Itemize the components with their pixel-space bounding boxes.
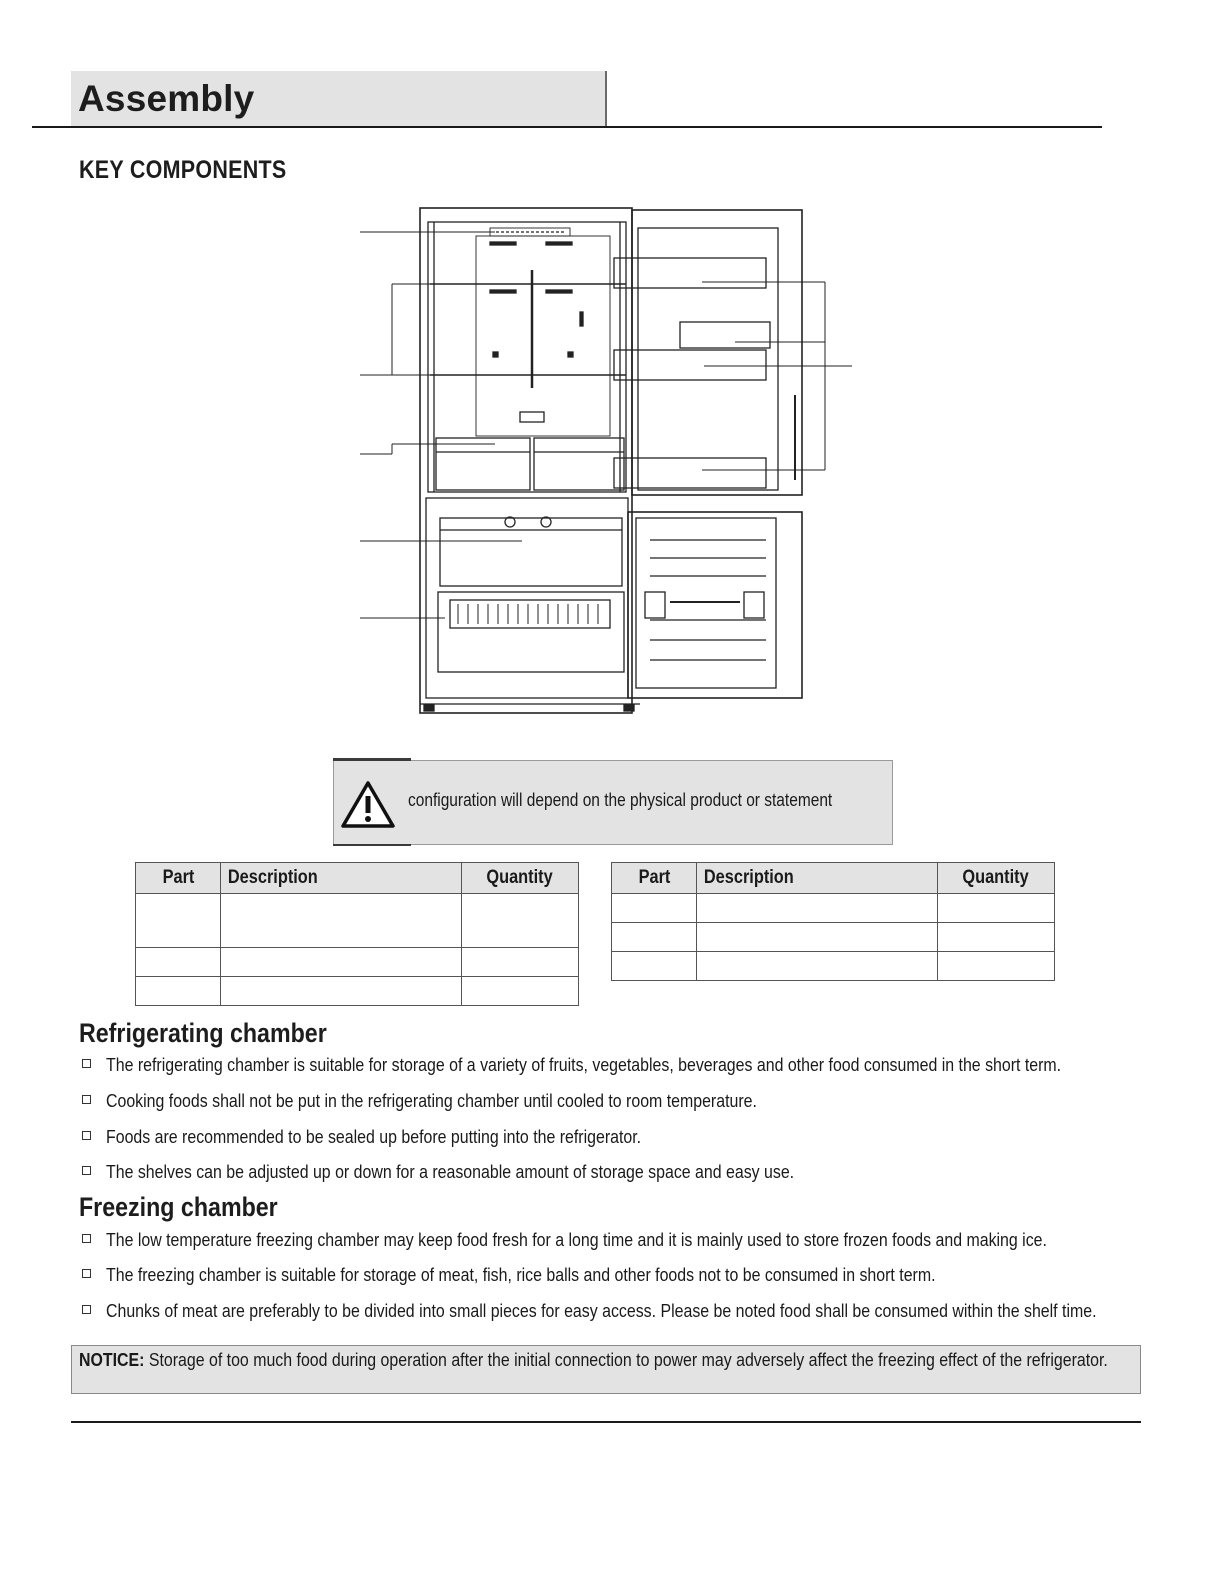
- list-item-text: The freezing chamber is suitable for storage of meat, fish, rice balls and other foods not to be consumed in short term.: [106, 1264, 936, 1285]
- cell-description: [221, 977, 462, 1006]
- refrigerator-diagram: [340, 200, 860, 720]
- table-row: [612, 952, 1055, 981]
- checkbox-icon: [82, 1095, 91, 1104]
- freezer-drawers: [438, 517, 624, 672]
- freezing-chamber-heading: Freezing chamber: [79, 1192, 278, 1222]
- table-row: [136, 977, 579, 1006]
- column-header-description: Description: [221, 863, 462, 894]
- cell-description: [697, 894, 938, 923]
- cell-description: [221, 948, 462, 977]
- table-row: [136, 948, 579, 977]
- cell-quantity: [938, 894, 1055, 923]
- column-header-part: Part: [136, 863, 221, 894]
- cell-part: [136, 948, 221, 977]
- column-header-quantity: Quantity: [938, 863, 1055, 894]
- checkbox-icon: [82, 1166, 91, 1175]
- warning-triangle-icon: [340, 780, 396, 830]
- notice-label: NOTICE:: [79, 1349, 145, 1370]
- table-row: [612, 894, 1055, 923]
- parts-table-right: [611, 862, 1055, 981]
- parts-table-left: [135, 862, 579, 1006]
- cell-quantity: [938, 952, 1055, 981]
- cell-part: [612, 952, 697, 981]
- checkbox-icon: [82, 1059, 91, 1068]
- header-divider: [32, 126, 1102, 128]
- cell-part: [136, 894, 221, 948]
- list-item-text: The refrigerating chamber is suitable for storage of a variety of fruits, vegetables, beverages and other food consumed in the short term.: [106, 1054, 1062, 1075]
- cell-part: [136, 977, 221, 1006]
- list-item-text: The low temperature freezing chamber may keep food fresh for a long time and it is mainly used to store frozen foods and making ice.: [106, 1229, 1047, 1250]
- footer-divider: [71, 1421, 1141, 1423]
- notice-text: [79, 1349, 1137, 1371]
- table-row: [136, 894, 579, 948]
- cell-description: [697, 923, 938, 952]
- fridge-shelves: [430, 236, 626, 436]
- cell-part: [612, 894, 697, 923]
- cell-description: [697, 952, 938, 981]
- cell-quantity: [938, 923, 1055, 952]
- table-header-row: [136, 863, 579, 894]
- cell-part: [612, 923, 697, 952]
- notice-body: Storage of too much food during operation after the initial connection to power may adversely affect the freezing effect of the refrigerator.: [144, 1349, 1108, 1370]
- refrigerating-chamber-heading: Refrigerating chamber: [79, 1018, 327, 1048]
- list-item-text: The shelves can be adjusted up or down for a reasonable amount of storage space and easy use.: [106, 1161, 795, 1182]
- checkbox-icon: [82, 1305, 91, 1314]
- column-header-description: Description: [697, 863, 938, 894]
- cell-quantity: [462, 977, 579, 1006]
- cell-quantity: [462, 894, 579, 948]
- list-item-text: Foods are recommended to be sealed up before putting into the refrigerator.: [106, 1126, 642, 1147]
- checkbox-icon: [82, 1234, 91, 1243]
- table-header-row: [612, 863, 1055, 894]
- fridge-door: [614, 210, 802, 495]
- control-panel: [490, 228, 570, 236]
- column-header-part: Part: [612, 863, 697, 894]
- crisper-drawers: [436, 438, 624, 490]
- key-components-heading: KEY COMPONENTS: [79, 156, 287, 184]
- column-header-quantity: Quantity: [462, 863, 579, 894]
- list-item-text: Cooking foods shall not be put in the refrigerating chamber until cooled to room temperature.: [106, 1090, 757, 1111]
- table-row: [612, 923, 1055, 952]
- notice-box: [71, 1345, 1141, 1394]
- warning-text: configuration will depend on the physical product or statement: [408, 790, 833, 810]
- cell-quantity: [462, 948, 579, 977]
- page-title: Assembly: [78, 78, 255, 119]
- warning-box-edge: [333, 758, 411, 761]
- checkbox-icon: [82, 1131, 91, 1140]
- freezer-door: [628, 512, 802, 698]
- list-item-text: Chunks of meat are preferably to be divided into small pieces for easy access. Please be noted food shall be consumed within the shelf time.: [106, 1300, 1097, 1321]
- checkbox-icon: [82, 1269, 91, 1278]
- cell-description: [221, 894, 462, 948]
- warning-box-edge: [333, 844, 411, 846]
